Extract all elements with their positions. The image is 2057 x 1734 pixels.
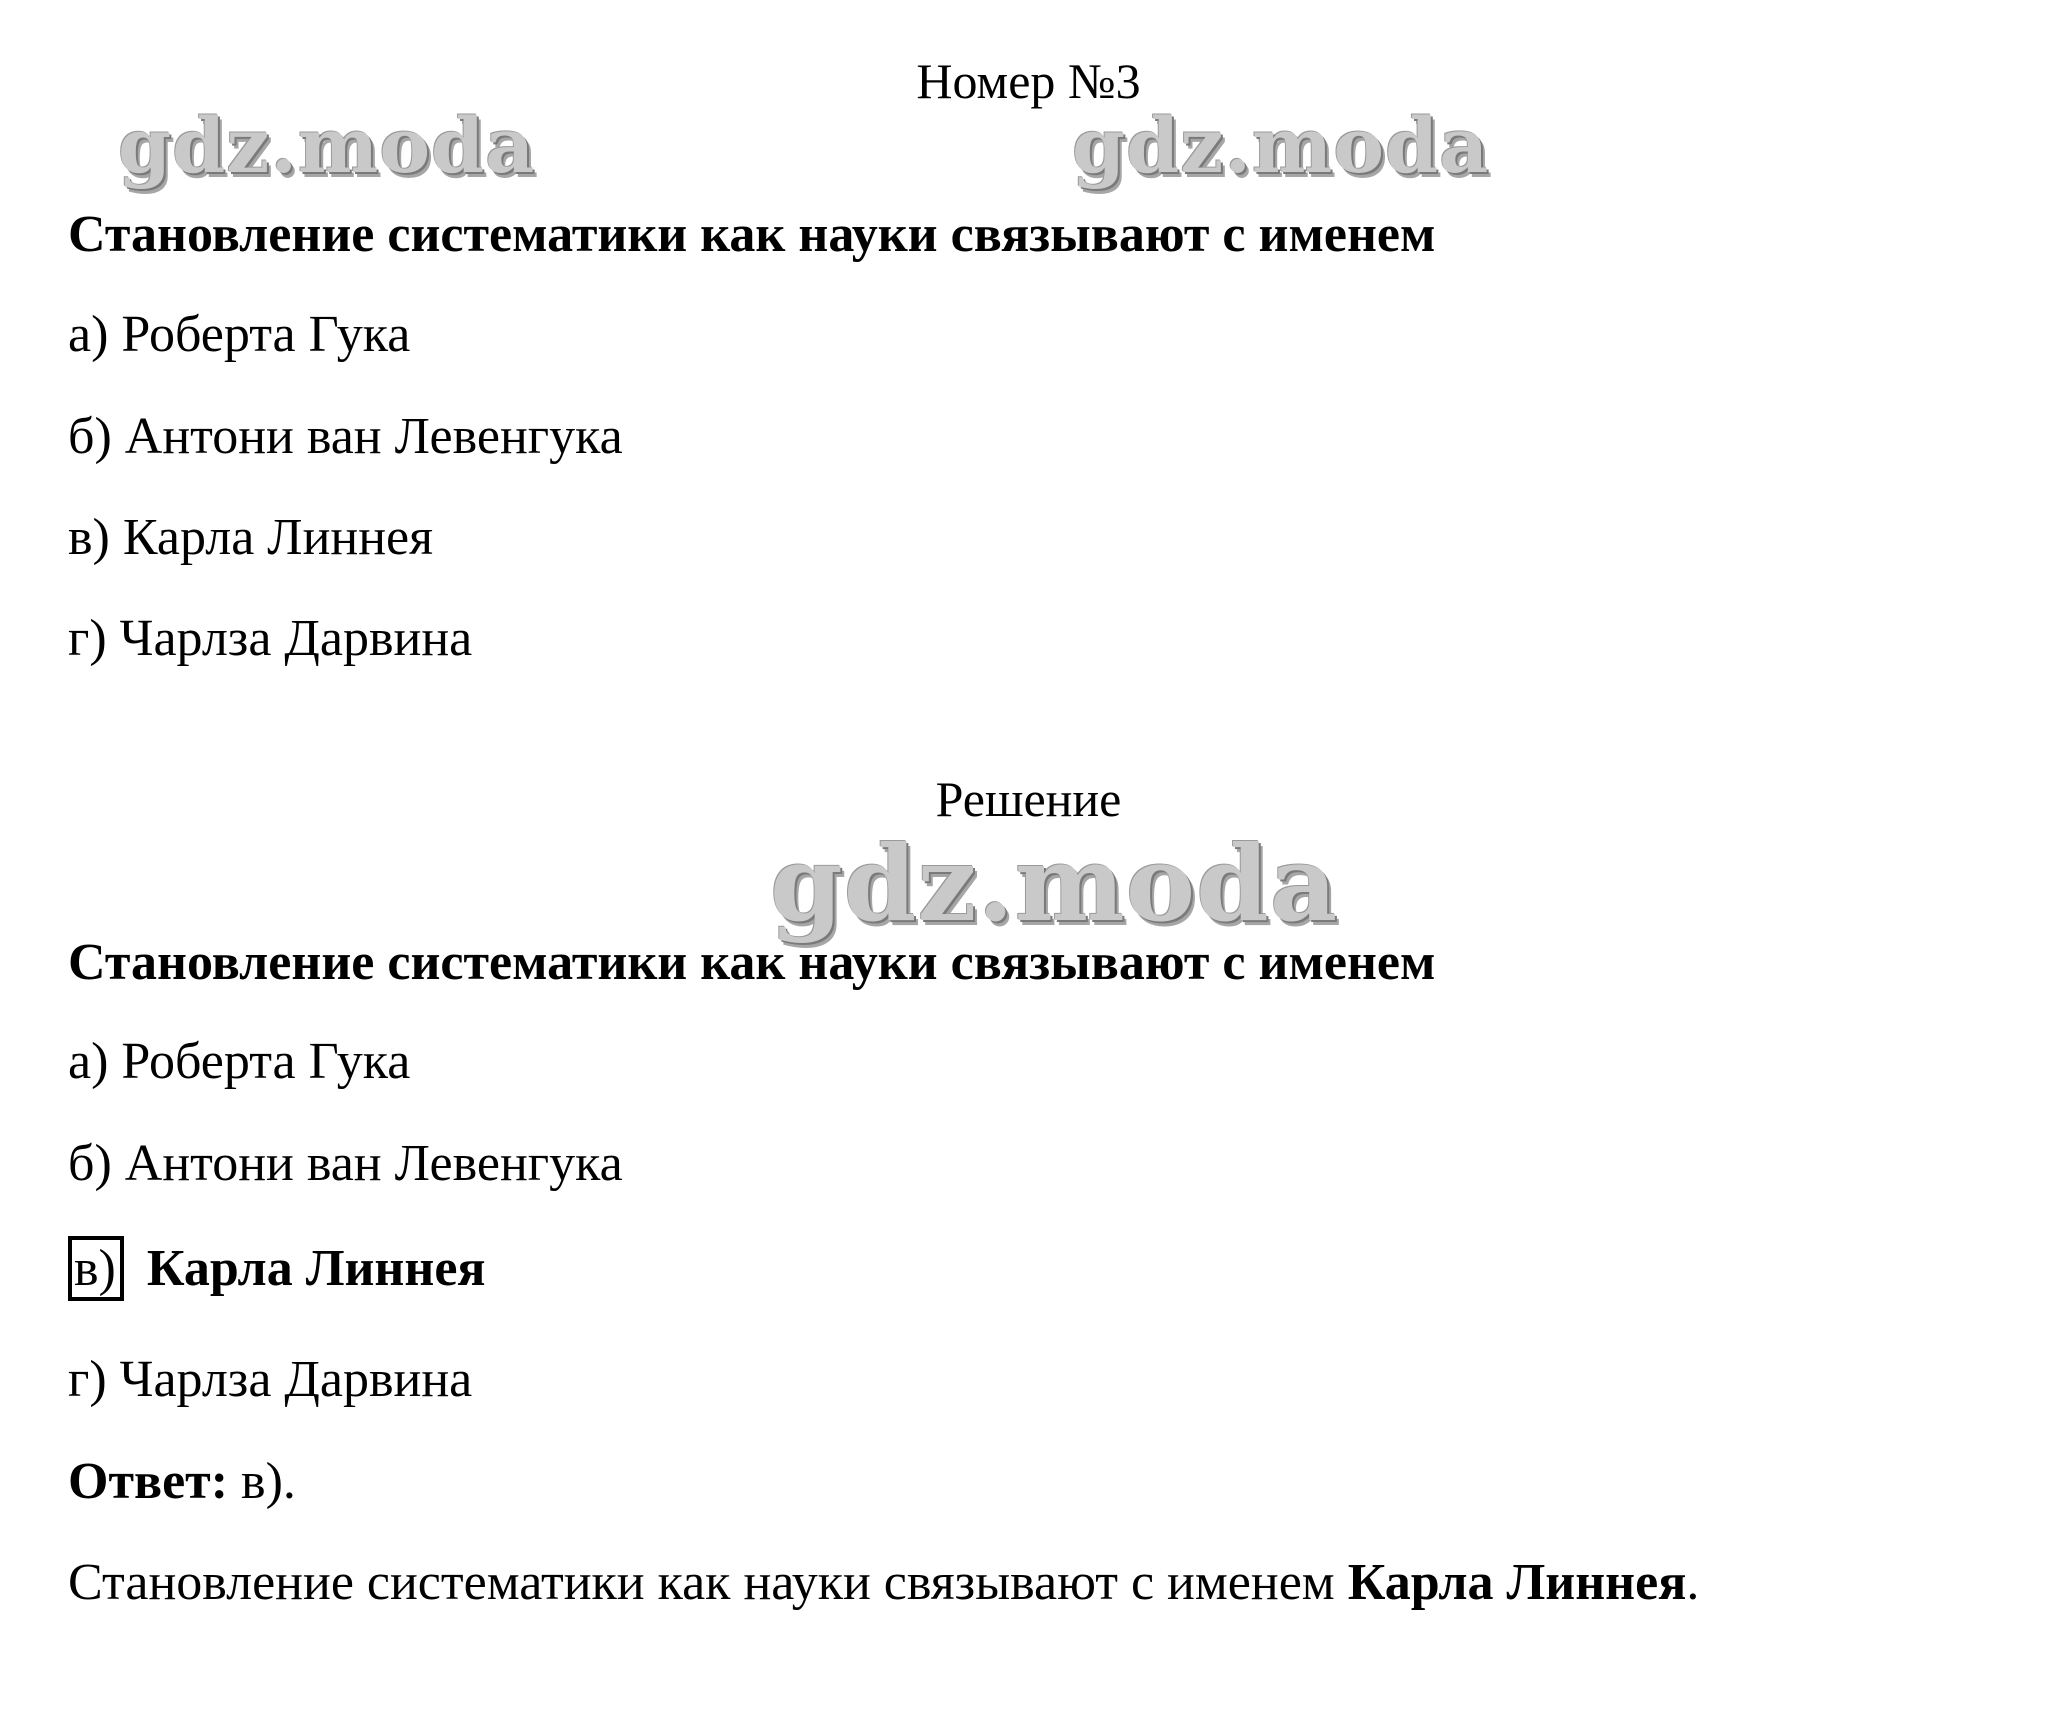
option-text: Антони ван Левенгука bbox=[124, 1135, 623, 1192]
task-heading: Номер №3 bbox=[916, 53, 1141, 109]
solution-option-a bbox=[68, 1032, 410, 1091]
option-c bbox=[68, 508, 433, 567]
explanation-suffix: . bbox=[1686, 1554, 1700, 1611]
option-text: Антони ван Левенгука bbox=[124, 408, 623, 465]
option-label: а) bbox=[68, 306, 109, 363]
option-text: Карла Линнея bbox=[146, 1240, 486, 1297]
option-text: Роберта Гука bbox=[121, 1033, 411, 1090]
option-text: Карла Линнея bbox=[122, 509, 434, 566]
option-label: г) bbox=[68, 610, 107, 667]
option-label: в) bbox=[68, 509, 110, 566]
solution-option-d bbox=[68, 1350, 472, 1409]
option-b bbox=[68, 407, 623, 466]
solution-option-c-selected bbox=[68, 1236, 486, 1301]
option-label: г) bbox=[68, 1351, 107, 1408]
answer-line bbox=[68, 1452, 296, 1511]
option-label: б) bbox=[68, 408, 112, 465]
explanation-bold: Карла Линнея bbox=[1347, 1554, 1687, 1611]
answer-label: Ответ: bbox=[68, 1453, 229, 1510]
option-d bbox=[68, 609, 472, 668]
explanation-prefix: Становление систематики как науки связывают с именем bbox=[68, 1554, 1335, 1611]
explanation-line bbox=[68, 1553, 1699, 1612]
option-a bbox=[68, 305, 410, 364]
option-label: а) bbox=[68, 1033, 109, 1090]
answer-value: в). bbox=[241, 1453, 296, 1510]
selected-option-box: в) bbox=[68, 1236, 124, 1301]
question-text: Становление систематики как науки связывают с именем bbox=[68, 206, 1436, 263]
solution-question-text: Становление систематики как науки связывают с именем bbox=[68, 934, 1436, 991]
option-text: Чарлза Дарвина bbox=[119, 1351, 473, 1408]
watermark-logo: gdz.moda bbox=[770, 822, 1339, 945]
option-text: Чарлза Дарвина bbox=[119, 610, 473, 667]
option-text: Роберта Гука bbox=[121, 306, 411, 363]
watermark-logo: gdz.moda bbox=[1072, 101, 1490, 190]
watermark-logo: gdz.moda bbox=[118, 101, 536, 190]
solution-option-b bbox=[68, 1134, 623, 1193]
solution-heading: Решение bbox=[935, 771, 1122, 827]
option-label: б) bbox=[68, 1135, 112, 1192]
